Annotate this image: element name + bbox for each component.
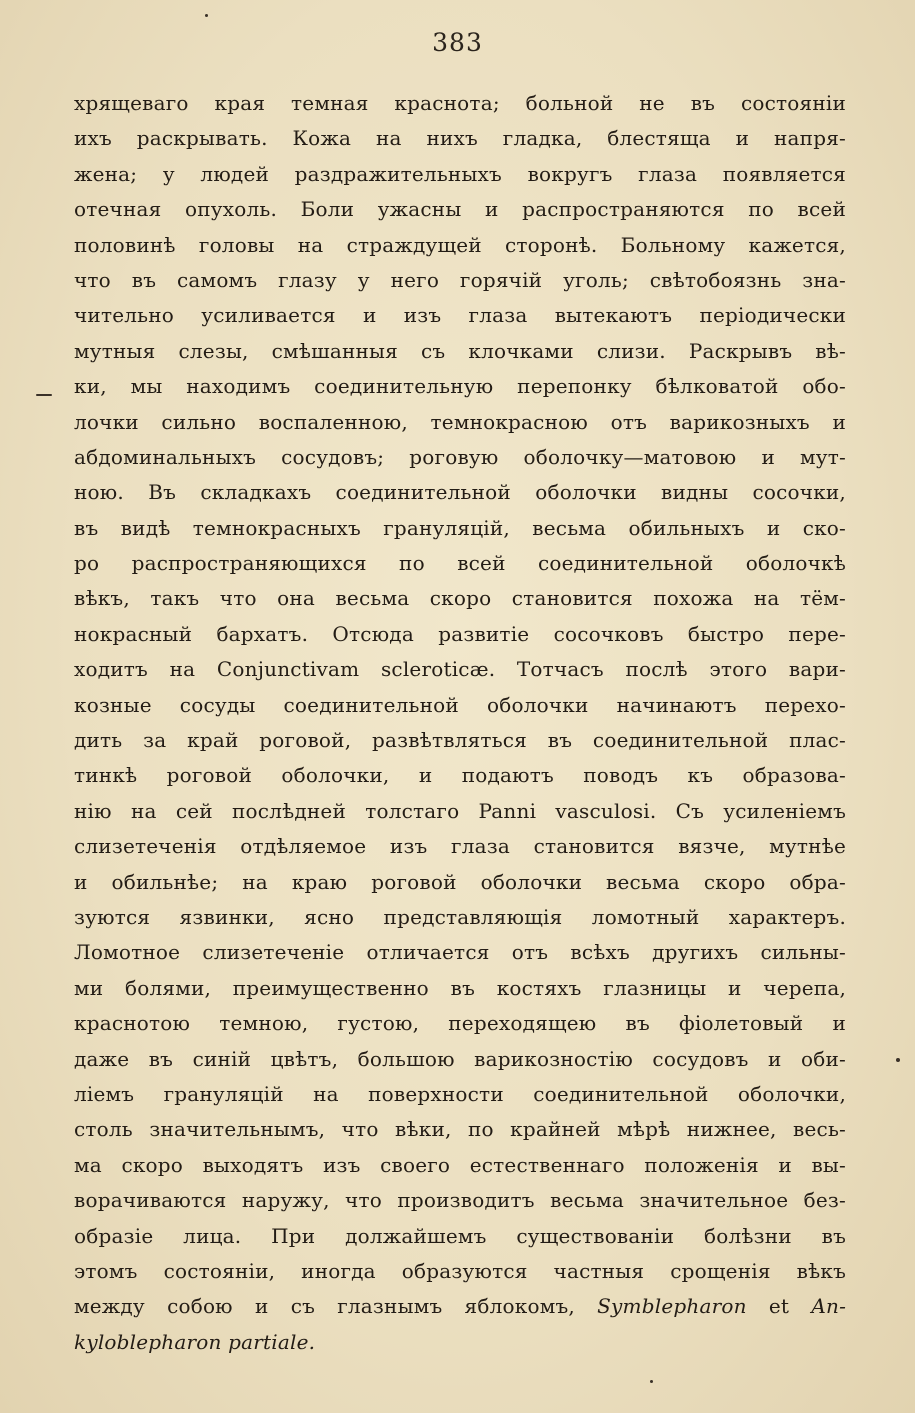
text-line: въ видѣ темнокрасныхъ грануляцiй, весьма обильныхъ и ско-	[74, 515, 846, 540]
text-line: чительно усиливается и изъ глаза вытекаютъ перiодически	[74, 303, 846, 328]
text-line: этомъ состоянiи, иногда образуются частныя срощенiя вѣкъ	[74, 1258, 846, 1283]
text-fragment: между собою и съ глазнымъ яблокомъ,	[74, 1294, 575, 1319]
text-line: половинѣ головы на страждущей сторонѣ. Больному кажется,	[74, 232, 846, 257]
text-line: зуются язвинки, ясно представляющiя ломотный характеръ.	[74, 904, 846, 929]
text-line: вѣкъ, такъ что она весьма скоро становится похожа на тём-	[74, 586, 846, 611]
text-line: слизетеченiя отдѣляемое изъ глаза становится вязче, мутнѣе	[74, 834, 846, 859]
ink-speck	[36, 394, 52, 396]
ink-speck	[896, 1058, 900, 1062]
text-line: образiе лица. При должайшемъ существованiи болѣзни въ	[74, 1223, 846, 1248]
text-line: ро распространяющихся по всей соединительной оболочкѣ	[74, 551, 846, 576]
text-line: ма скоро выходятъ изъ своего естественнаго положенiя и вы-	[74, 1152, 846, 1177]
text-line: что въ самомъ глазу у него горячiй уголь; свѣтобоязнь зна-	[74, 267, 846, 292]
latin-connector: et	[768, 1294, 790, 1319]
text-line: нiю на сей послѣдней толстаго Panni vasculosi. Съ усиленiемъ	[74, 798, 846, 823]
ink-speck	[650, 1380, 653, 1383]
text-line: дить за край роговой, развѣтвляться въ соединительной плас-	[74, 728, 846, 753]
text-line: ворачиваются наружу, что производитъ весьма значительное без-	[74, 1188, 846, 1213]
text-line: абдоминальныхъ сосудовъ; роговую оболочку—матовою и мут-	[74, 444, 846, 469]
text-line: хрящеваго края темная краснота; больной не въ состоянiи	[74, 91, 846, 115]
text-line: столь значительнымъ, что вѣки, по крайней мѣрѣ нижнее, весь-	[74, 1117, 846, 1142]
ink-speck	[205, 14, 208, 17]
text-line: отечная опухоль. Боли ужасны и распространяются по всей	[74, 197, 846, 222]
text-line: мутныя слезы, смѣшанныя съ клочками слизи. Раскрывъ вѣ-	[74, 338, 846, 363]
body-text	[74, 86, 846, 1360]
latin-term: Symblepharon	[597, 1294, 747, 1319]
latin-term: An-	[811, 1294, 846, 1319]
text-line: ки, мы находимъ соединительную перепонку бѣлковатой обо-	[74, 374, 846, 399]
text-line: ми болями, преимущественно въ костяхъ глазницы и черепа,	[74, 975, 846, 1000]
text-line: ихъ раскрывать. Кожа на нихъ гладка, блестяща и напря-	[74, 126, 846, 151]
text-line: нокрасный бархатъ. Отсюда развитiе сосочковъ быстро пере-	[74, 621, 846, 646]
page-number: 383	[432, 28, 483, 57]
text-line: тинкѣ роговой оболочки, и подаютъ поводъ къ образова-	[74, 763, 846, 788]
text-line: и обильнѣе; на краю роговой оболочки весьма скоро обра-	[74, 869, 846, 894]
text-line: лочки сильно воспаленною, темнокрасною отъ варикозныхъ и	[74, 409, 846, 434]
text-line: ходитъ на Conjunctivam scleroticæ. Тотчасъ послѣ этого вари-	[74, 657, 846, 682]
text-line: ною. Въ складкахъ соединительной оболочки видны сосочки,	[74, 480, 846, 505]
text-line: даже въ синiй цвѣтъ, большою варикозностiю сосудовъ и оби-	[74, 1046, 846, 1071]
text-line: козные сосуды соединительной оболочки начинаютъ перехо-	[74, 692, 846, 717]
latin-term: kyloblepharon partiale.	[74, 1329, 316, 1354]
text-line-with-latin-terms	[74, 1289, 846, 1324]
text-line: краснотою темною, густою, переходящею въ фiолетовый и	[74, 1011, 846, 1036]
text-line-final	[74, 1325, 846, 1360]
text-line: Ломотное слизетеченiе отличается отъ всѣхъ другихъ сильны-	[74, 940, 846, 965]
text-line: лiемъ грануляцiй на поверхности соединительной оболочки,	[74, 1081, 846, 1106]
text-line: жена; у людей раздражительныхъ вокругъ глаза появляется	[74, 161, 846, 186]
